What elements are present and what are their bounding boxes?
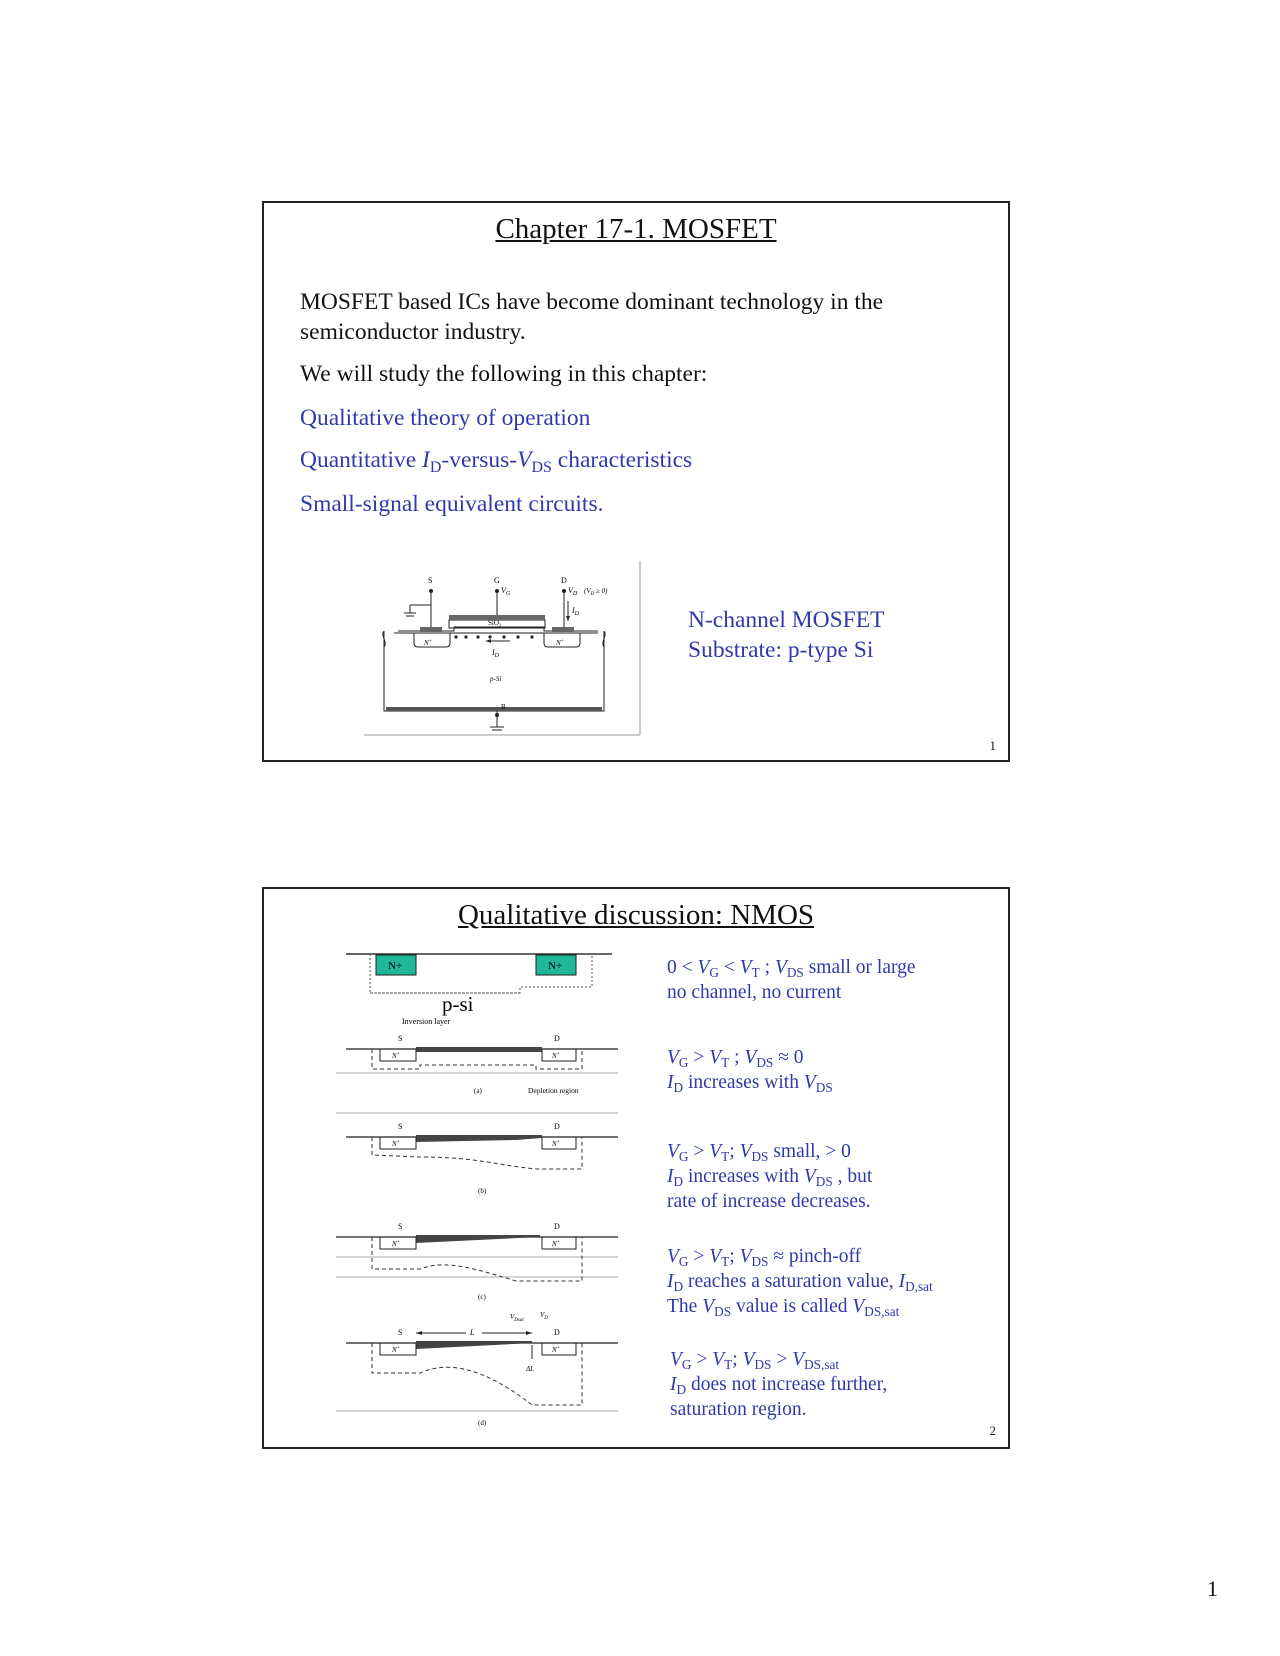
svg-text:N+: N+ xyxy=(424,639,433,647)
panel-a xyxy=(336,1034,618,1113)
statement-3: $V_G > V_T$; $V_{DS}$ small, > 0 $I_D$ increases with $V_{DS}$ , but rate of increase decreases. xyxy=(667,1141,873,1212)
caption-n-channel: N-channel MOSFET xyxy=(688,607,885,633)
svg-text:S: S xyxy=(398,1122,403,1131)
depletion-region-label: Depletion region xyxy=(528,1086,579,1095)
svg-text:p-Si: p-Si xyxy=(490,675,502,683)
n-plus-left: N+ xyxy=(388,960,403,972)
svg-text:VG: $V_G$ xyxy=(501,586,511,597)
topic-small-signal: Small-signal equivalent circuits. xyxy=(300,491,604,517)
svg-text:N+: N+ xyxy=(392,1346,401,1354)
svg-text:ID: $I_D$ xyxy=(572,606,580,617)
svg-text:N+: N+ xyxy=(552,1140,561,1148)
panel-b xyxy=(346,1122,618,1195)
svg-text:(VD ≥ 0): $(V_D \ge 0)$ xyxy=(584,587,608,597)
svg-text:L: L xyxy=(470,1328,475,1337)
panel-c xyxy=(336,1222,618,1301)
svg-text:S: S xyxy=(398,1034,403,1043)
svg-text:(a): (a) xyxy=(474,1087,482,1095)
svg-text:N+: N+ xyxy=(552,1052,561,1060)
svg-text:ΔL: ΔL xyxy=(526,1365,535,1373)
statement-2: $V_G > V_T$ ; $V_{DS} \approx 0$ $I_D$ increases with $V_{DS}$ xyxy=(667,1047,833,1095)
svg-text:VD: $V_D$ xyxy=(568,586,578,597)
slide-1-intro: MOSFET based ICs have become dominant technology in the semiconductor industry. xyxy=(300,289,884,345)
svg-text:(c): (c) xyxy=(478,1293,486,1301)
slide-1-study-line: We will study the following in this chapter: xyxy=(300,361,708,387)
statement-5: $V_G > V_T$; $V_{DS} > V_{DS,sat}$ $I_D$ does not increase further, saturation region. xyxy=(670,1349,888,1420)
fig1-label-g: G xyxy=(494,576,500,585)
svg-text:SiO2: SiO$_2$ xyxy=(488,619,502,629)
svg-text:VD: $V_D$ xyxy=(540,1311,548,1321)
slide-1-number: 1 xyxy=(989,738,996,753)
svg-text:VDsat: $V_{Dsat}$ xyxy=(510,1313,524,1323)
topic-quantitative: Quantitative $I_D-versus-V_{DS}$ characteristics xyxy=(300,447,693,476)
svg-text:(d): (d) xyxy=(478,1419,487,1427)
svg-text:S: S xyxy=(398,1328,403,1337)
topic-qualitative: Qualitative theory of operation xyxy=(300,405,591,431)
statement-1: $0 < V_G < V_T$ ; $V_{DS}$ small or large no channel, no current xyxy=(667,957,916,1003)
fig1-label-s: S xyxy=(428,576,433,585)
n-plus-right: N+ xyxy=(548,960,563,972)
caption-substrate: Substrate: p-type Si xyxy=(688,637,874,663)
nmos-operation-figure xyxy=(336,947,636,1447)
svg-text:D: D xyxy=(554,1034,560,1043)
fig1-label-d: D xyxy=(561,576,567,585)
p-si-label: p-si xyxy=(442,992,474,1016)
slide-2-title: Qualitative discussion: NMOS xyxy=(457,899,815,931)
panel-d xyxy=(336,1311,618,1427)
svg-text:D: D xyxy=(554,1222,560,1231)
svg-text:N+: N+ xyxy=(392,1140,401,1148)
inversion-layer-label: Inversion layer xyxy=(402,1017,451,1026)
slide-2 xyxy=(262,887,1010,1449)
svg-text:B: B xyxy=(501,703,506,711)
svg-text:D: D xyxy=(554,1328,560,1337)
slide-2-number: 2 xyxy=(989,1423,996,1438)
svg-text:ID: $I_D$ xyxy=(492,648,500,659)
svg-text:S: S xyxy=(398,1222,403,1231)
slide-1-title: Chapter 17-1. MOSFET xyxy=(495,213,777,245)
statement-4: $V_G > V_T$; $V_{DS}$ ≈ pinch-off $I_D$ reaches a saturation value, $I_{D,sat}$ The $V_{DS}$ value is called $V_{DS,sat}$ xyxy=(667,1246,933,1319)
svg-text:N+: N+ xyxy=(392,1052,401,1060)
svg-text:N+: N+ xyxy=(552,1240,561,1248)
svg-text:D: D xyxy=(554,1122,560,1131)
svg-text:N+: N+ xyxy=(552,1346,561,1354)
mosfet-cross-section-figure xyxy=(354,561,644,737)
slide-1 xyxy=(262,201,1010,762)
page-number: 1 xyxy=(1207,1576,1218,1601)
svg-text:(b): (b) xyxy=(478,1187,487,1195)
svg-text:N+: N+ xyxy=(556,639,565,647)
svg-text:N+: N+ xyxy=(392,1240,401,1248)
